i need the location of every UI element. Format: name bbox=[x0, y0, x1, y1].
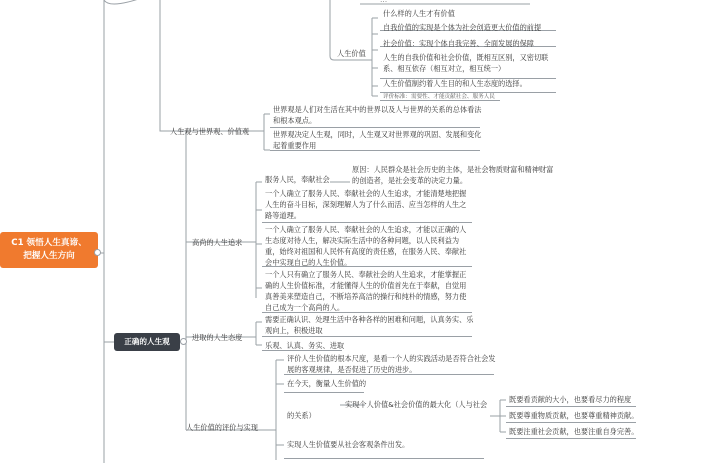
root-collapse-toggle[interactable] bbox=[94, 249, 101, 256]
rensheng-jiazhi-item-5[interactable]: 人生价值制约着人生目的和人生态度的选择。 bbox=[383, 79, 527, 88]
rensheng-jiazhi-item-1[interactable]: 什么样的人生才有价值 bbox=[383, 9, 455, 18]
main-collapse-toggle[interactable] bbox=[180, 338, 187, 345]
attitude-item-1[interactable]: 需要正确认识、处理生活中各种各样的困难和问题，认真务实、乐观向上，积极进取 bbox=[265, 315, 474, 335]
worldview-item-1[interactable]: 世界观是人们对生活在其中的世界以及人与世界的关系的总体看法和根本观点。 bbox=[273, 105, 482, 125]
rensheng-jiazhi-label[interactable]: 人生价值 bbox=[337, 49, 366, 58]
serve-people-label[interactable]: 服务人民，奉献社会 bbox=[265, 175, 330, 184]
worldview-item-2[interactable]: 世界观决定人生观，同时，人生观又对世界观的巩固、发展和变化起着重要作用 bbox=[273, 130, 482, 150]
evaluation-item-1[interactable]: 评价人生价值的根本尺度，是看一个人的实践活动是否符合社会发展的客观规律，是否促进了历史的进步。 bbox=[287, 354, 496, 374]
evaluation-sub-item-1[interactable]: 既要看贡献的大小，也要看尽力的程度 bbox=[509, 395, 632, 404]
root-label-line2: 把握人生方向 bbox=[23, 251, 75, 261]
evaluation-item-3[interactable]: 实现个人价值&社会价值的最大化（人与社会的关系） bbox=[287, 400, 488, 420]
root-label-line1: C1 领悟人生真谛、 bbox=[11, 238, 87, 248]
root-node[interactable] bbox=[0, 232, 98, 268]
evaluation-item-4[interactable]: 实现人生价值要从社会客观条件出发。 bbox=[287, 440, 410, 449]
main-topic-node[interactable]: 正确的人生观 bbox=[114, 333, 180, 351]
attitude-item-2[interactable]: 乐观、认真、务实、进取 bbox=[265, 341, 345, 350]
rensheng-jiazhi-item-6[interactable]: 评价标准：需要性、才能贡献社会、服务人民 bbox=[383, 94, 495, 100]
evaluation-item-2[interactable]: 在今天，衡量人生价值的 bbox=[287, 379, 367, 388]
evaluation-sub-item-3[interactable]: 既要注重社会贡献，也要注重自身完善。 bbox=[509, 427, 639, 436]
high-pursuit-item-3[interactable]: 一个人只有确立了服务人民、奉献社会的人生追求，才能掌握正确的人生价值标准，才能懂得人生的价值首先在于奉献，自觉用真善美来塑造自己，不断培养高洁的操行和纯朴的情感，努力使自己成为一个高尚的人。 bbox=[265, 270, 467, 312]
rensheng-jiazhi-item-2[interactable]: 自我价值的实现是个体为社会创造更大价值的前提 bbox=[383, 23, 542, 32]
rensheng-jiazhi-item-4[interactable]: 人生的自我价值和社会价值，既相互区别，又密切联系、相互依存（相互对立，相互统一） bbox=[383, 53, 549, 73]
high-pursuit-label[interactable]: 高尚的人生追求 bbox=[192, 238, 243, 247]
high-pursuit-item-2[interactable]: 一个人确立了服务人民、奉献社会的人生追求，才能以正确的人生态度对待人生，解决实际生活中的各种问题，以人民利益为重，始终对祖国和人民怀有高度的责任感，在服务人民、奉献社会中实现自己的人生价值。 bbox=[265, 225, 467, 267]
high-pursuit-item-1[interactable]: 一个人确立了服务人民、奉献社会的人生追求，才能清楚地把握人生的奋斗目标，深刻理解人为了什么而活、应当怎样的人生之路等道理。 bbox=[265, 189, 467, 220]
serve-people-reason[interactable]: 原因：人民群众是社会历史的主体，是社会物质财富和精神财富的创造者，是社会变革的决定力量。 bbox=[352, 165, 554, 185]
evaluation-sub-item-2[interactable]: 既要尊重物质贡献，也要尊重精神贡献。 bbox=[509, 411, 639, 420]
top-partial-text bbox=[380, 0, 560, 5]
worldview-label[interactable]: 人生观与世界观、价值观 bbox=[170, 127, 250, 136]
attitude-label[interactable]: 进取的人生态度 bbox=[192, 333, 243, 342]
rensheng-jiazhi-item-3[interactable]: 社会价值：实现个体自我完善、全面发展的保障 bbox=[383, 39, 534, 48]
evaluation-label[interactable]: 人生价值的评价与实现 bbox=[186, 423, 258, 432]
